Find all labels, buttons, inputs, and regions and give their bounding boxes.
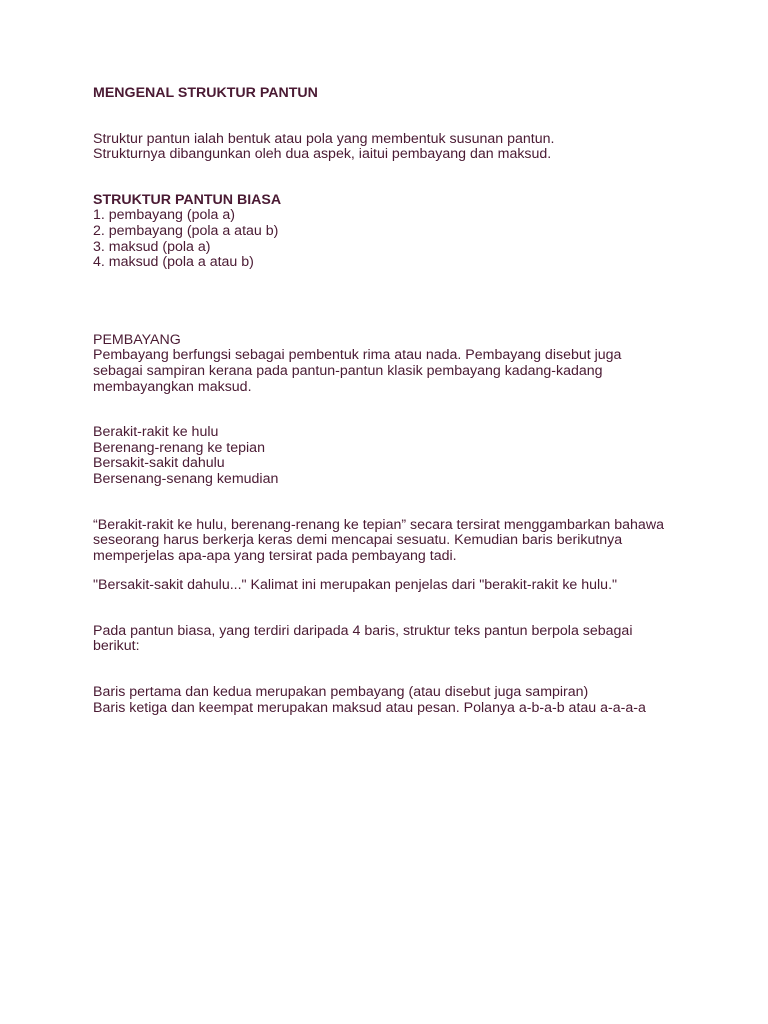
intro-line: Struktur pantun ialah bentuk atau pola yang membentuk susunan pantun. bbox=[93, 130, 555, 147]
pantun-example bbox=[93, 425, 713, 487]
pembayang-heading: PEMBAYANG bbox=[93, 331, 181, 348]
pantun-line: Bersakit-sakit dahulu bbox=[93, 455, 225, 472]
pantun-line: Berenang-renang ke tepian bbox=[93, 439, 265, 456]
explanation-line: memperjelas apa-apa yang tersirat pada pembayang tadi. bbox=[93, 547, 457, 564]
pembayang-text-line: membayangkan maksud. bbox=[93, 378, 252, 395]
struktur-item: 4. maksud (pola a atau b) bbox=[93, 254, 254, 271]
pembayang-section bbox=[93, 333, 713, 395]
baris-paragraph bbox=[93, 685, 713, 716]
pembayang-text-line: Pembayang berfungsi sebagai pembentuk rima atau nada. Pembayang disebut juga bbox=[93, 347, 622, 364]
pembayang-text-line: sebagai sampiran kerana pada pantun-pantun klasik pembayang kadang-kadang bbox=[93, 362, 603, 379]
struktur-item: 3. maksud (pola a) bbox=[93, 238, 211, 255]
struktur-item: 1. pembayang (pola a) bbox=[93, 207, 235, 224]
pola-intro-line: berikut: bbox=[93, 638, 140, 655]
pola-intro-line: Pada pantun biasa, yang terdiri daripada 4 baris, struktur teks pantun berpola sebagai bbox=[93, 622, 633, 639]
baris-line: Baris ketiga dan keempat merupakan maksud atau pesan. Polanya a-b-a-b atau a-a-a-a bbox=[93, 699, 646, 716]
document-page bbox=[93, 86, 713, 716]
pantun-line: Bersenang-senang kemudian bbox=[93, 470, 279, 487]
intro-line: Strukturnya dibangunkan oleh dua aspek, iaitui pembayang dan maksud. bbox=[93, 146, 552, 163]
intro-paragraph bbox=[93, 132, 713, 163]
explanation-line: “Berakit-rakit ke hulu, berenang-renang ke tepian” secara tersirat menggambarkan bahawa bbox=[93, 516, 664, 533]
struktur-section bbox=[93, 193, 713, 271]
kalimat-line: "Bersakit-sakit dahulu..." Kalimat ini merupakan penjelas dari "berakit-rakit ke hulu." bbox=[93, 577, 618, 594]
explanation-line: seseorang harus berkerja keras demi mencapai sesuatu. Kemudian baris berikutnya bbox=[93, 532, 623, 549]
explanation-paragraph bbox=[93, 518, 713, 565]
struktur-item: 2. pembayang (pola a atau b) bbox=[93, 222, 279, 239]
struktur-heading: STRUKTUR PANTUN BIASA bbox=[93, 191, 282, 208]
baris-line: Baris pertama dan kedua merupakan pembayang (atau disebut juga sampiran) bbox=[93, 684, 589, 701]
pantun-line: Berakit-rakit ke hulu bbox=[93, 424, 219, 441]
pola-intro-paragraph bbox=[93, 624, 713, 655]
document-title: MENGENAL STRUKTUR PANTUN bbox=[93, 85, 318, 101]
